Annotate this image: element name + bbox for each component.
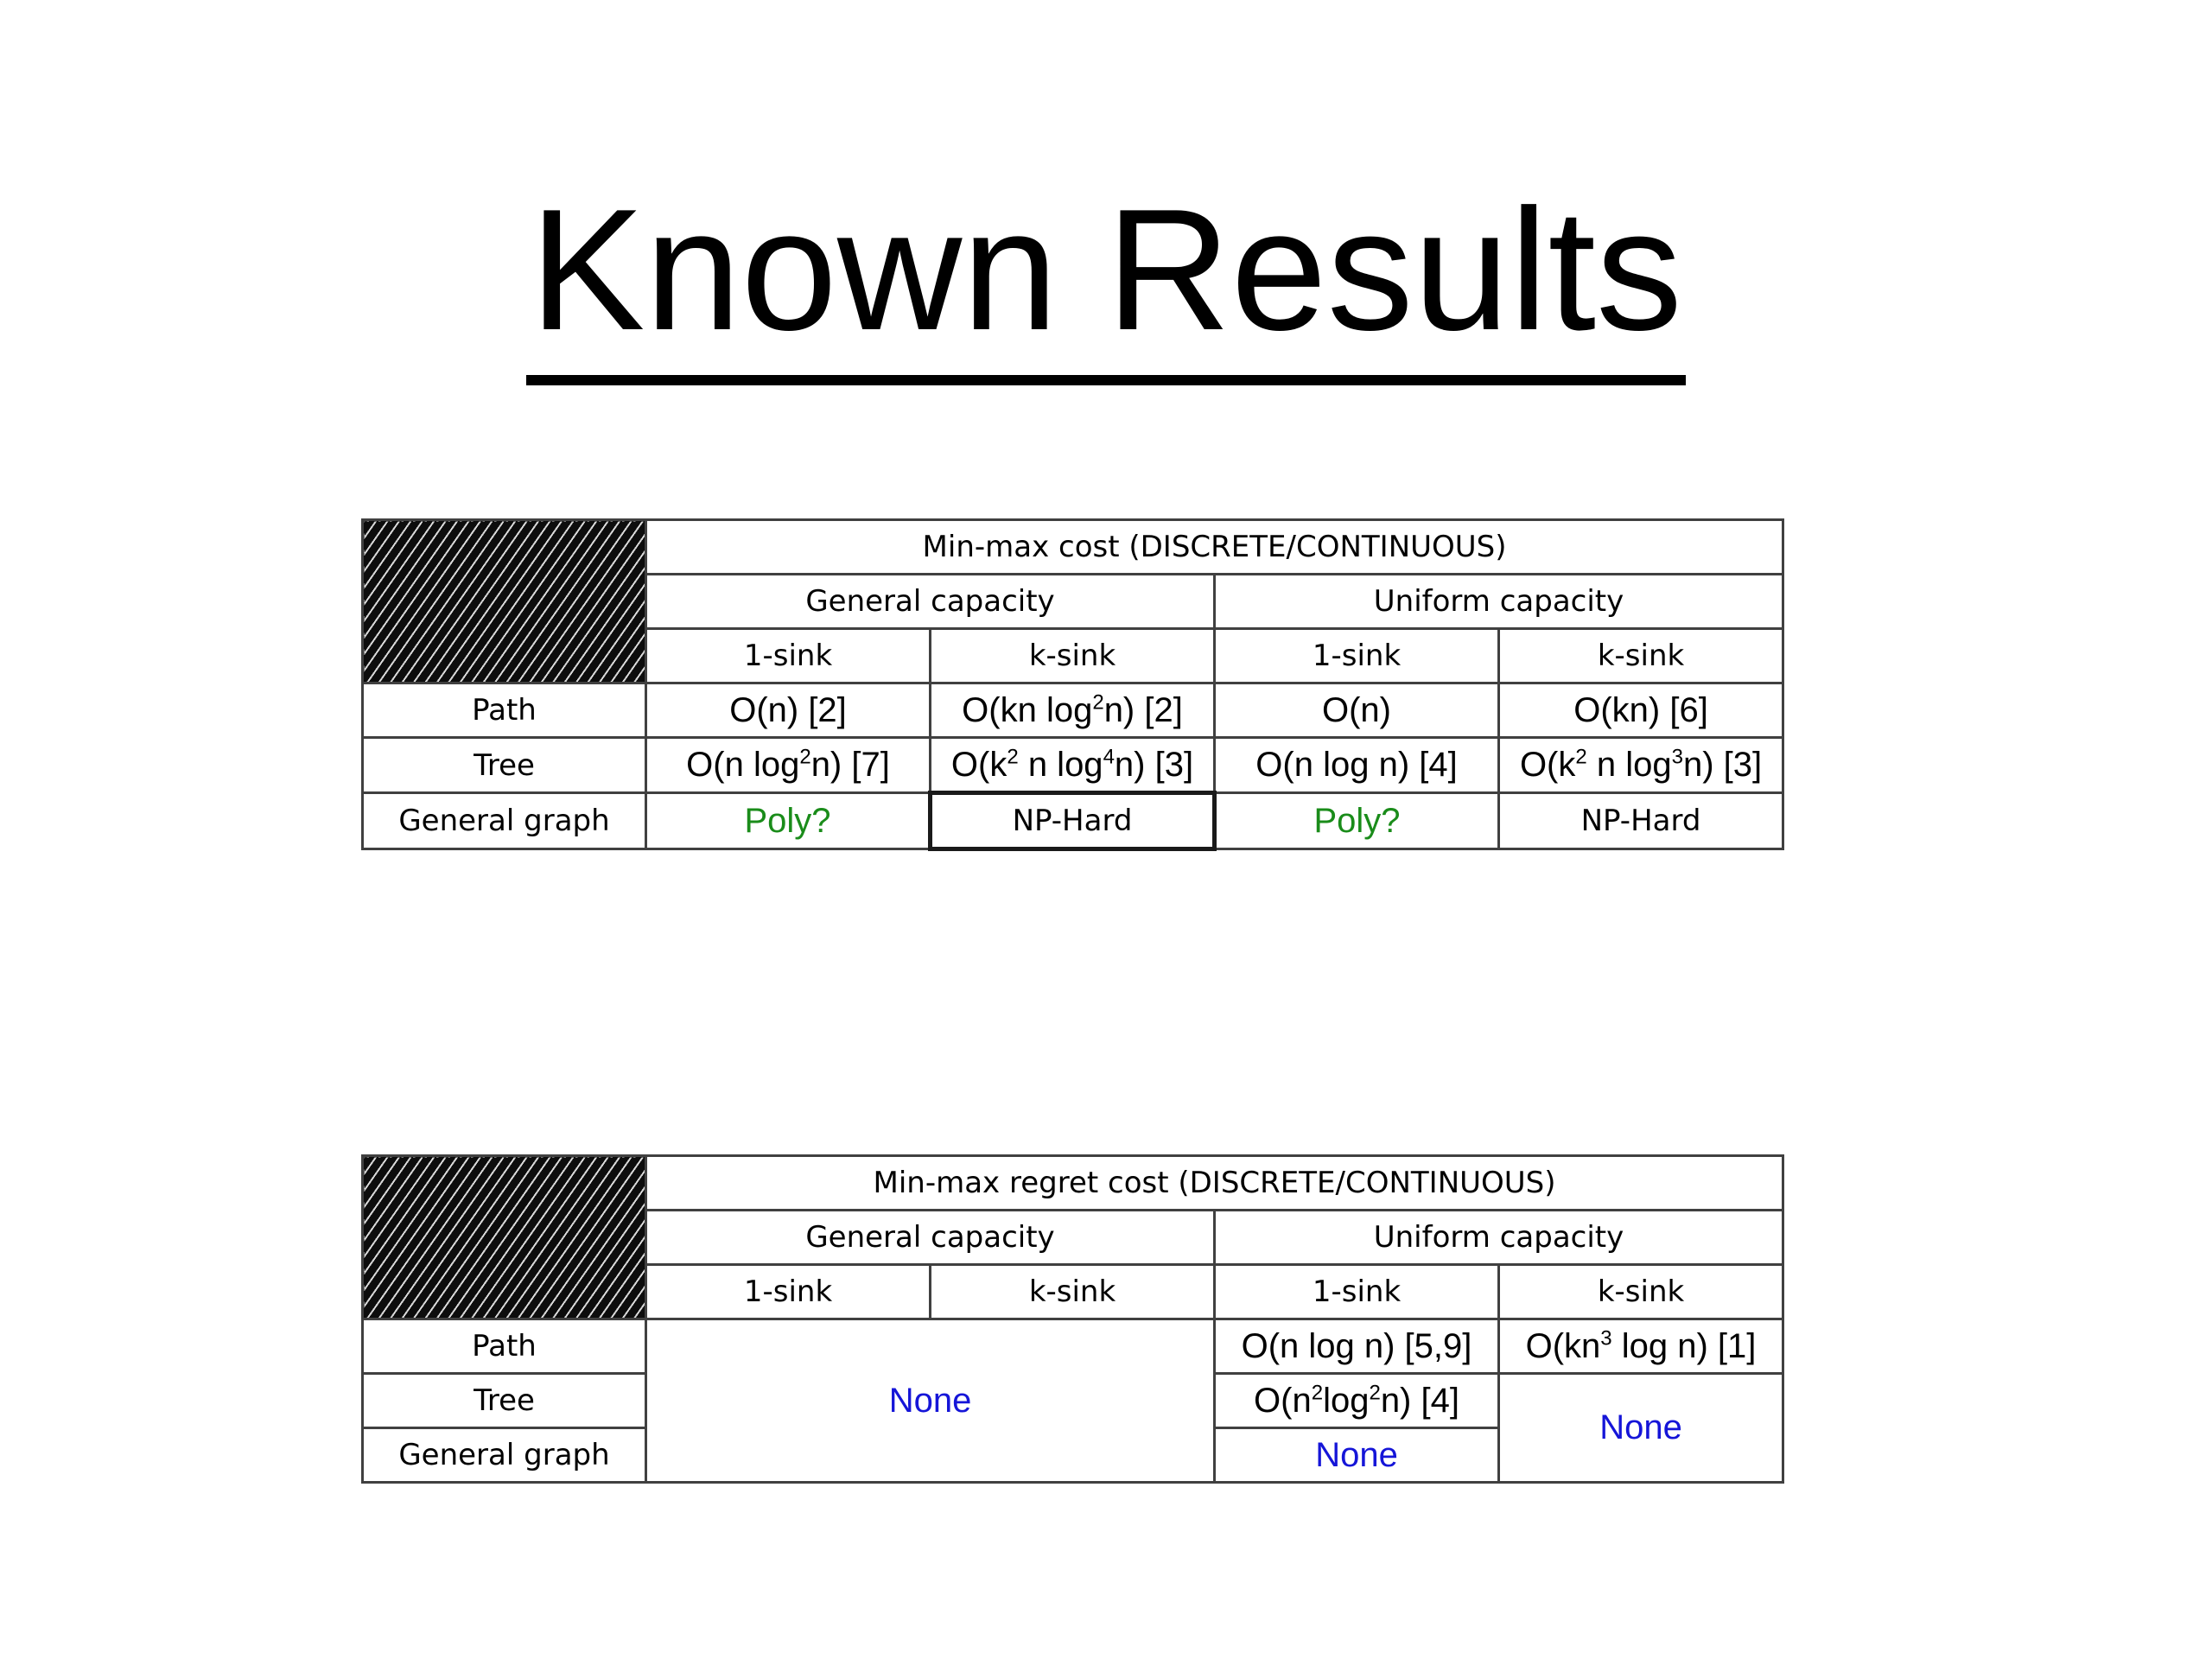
cell-text-part: n) [4] <box>1380 1381 1459 1420</box>
complexity-cell <box>1215 1374 1499 1428</box>
cell-text-part: O(k <box>1519 746 1576 784</box>
complexity-cell <box>1499 683 1783 738</box>
cell-exponent: 2 <box>799 745 811 769</box>
complexity-cell <box>1215 683 1499 738</box>
complexity-cell-np-hard <box>931 793 1215 849</box>
cell-text-part: O(n log n) [4] <box>1255 746 1458 784</box>
cell-exponent: 4 <box>1103 745 1115 769</box>
cell-text-part: O(kn <box>1525 1326 1601 1365</box>
slide-title <box>0 171 2212 385</box>
subheader-k-sink: k-sink <box>931 1265 1215 1319</box>
cell-text-part: O(n log <box>686 746 800 784</box>
table-header: Min-max cost (DISCRETE/CONTINUOUS) <box>646 520 1783 575</box>
cell-exponent: 2 <box>1092 690 1104 715</box>
slide-title-text: Known Results <box>526 171 1686 385</box>
cell-text-part: log n) [1] <box>1611 1326 1757 1365</box>
table-header: Min-max regret cost (DISCRETE/CONTINUOUS) <box>646 1156 1783 1211</box>
cell-text-part: O(kn) [6] <box>1573 690 1708 729</box>
group-header-uniform-capacity: Uniform capacity <box>1215 1211 1783 1265</box>
cell-text-part: O(n log n) [5,9] <box>1241 1326 1472 1365</box>
complexity-cell <box>1215 738 1499 793</box>
complexity-cell <box>646 738 931 793</box>
subheader-1-sink: 1-sink <box>646 629 931 683</box>
cell-text-part: n) [2] <box>1103 690 1183 729</box>
row-label-tree: Tree <box>363 738 646 793</box>
complexity-cell-poly <box>1215 793 1499 849</box>
cell-exponent: 3 <box>1671 745 1683 769</box>
cell-exponent: 2 <box>1007 745 1019 769</box>
group-header-general-capacity: General capacity <box>646 575 1215 629</box>
subheader-k-sink: k-sink <box>1499 1265 1783 1319</box>
row-label-tree: Tree <box>363 1374 646 1428</box>
subheader-1-sink: 1-sink <box>646 1265 931 1319</box>
hatched-corner-cell <box>363 1156 646 1319</box>
cell-text: Poly? <box>744 801 831 840</box>
cell-text: None <box>1315 1435 1398 1474</box>
subheader-k-sink: k-sink <box>931 629 1215 683</box>
cell-text: NP-Hard <box>1580 804 1701 838</box>
subheader-1-sink: 1-sink <box>1215 629 1499 683</box>
table-row <box>363 683 1783 738</box>
cell-text-part: O(n <box>1254 1381 1312 1420</box>
complexity-cell <box>1215 1319 1499 1374</box>
row-label-general-graph: General graph <box>363 793 646 849</box>
cell-exponent: 2 <box>1369 1381 1381 1405</box>
subheader-1-sink: 1-sink <box>1215 1265 1499 1319</box>
cell-text-part: O(n) [2] <box>729 690 847 729</box>
row-label-path: Path <box>363 683 646 738</box>
complexity-cell-none <box>1215 1428 1499 1483</box>
cell-exponent: 2 <box>1575 745 1587 769</box>
complexity-cell <box>931 683 1215 738</box>
cell-text-part: n log <box>1018 745 1103 784</box>
row-label-general-graph: General graph <box>363 1428 646 1483</box>
uniform-k-sink-none-cell: None <box>1499 1374 1783 1483</box>
complexity-cell <box>646 683 931 738</box>
cell-text-part: n log <box>1586 746 1672 784</box>
cell-text: NP-Hard <box>1012 804 1133 838</box>
subheader-k-sink: k-sink <box>1499 629 1783 683</box>
complexity-cell <box>1499 738 1783 793</box>
cell-text-part: O(n) <box>1322 690 1391 729</box>
cell-text-part: O(kn log <box>962 690 1093 729</box>
general-capacity-none-cell: None <box>646 1319 1215 1483</box>
complexity-cell-poly <box>646 793 931 849</box>
group-header-uniform-capacity: Uniform capacity <box>1215 575 1783 629</box>
row-label-path: Path <box>363 1319 646 1374</box>
table-row <box>363 793 1783 849</box>
cell-exponent: 3 <box>1600 1326 1612 1351</box>
cell-text-part: log <box>1323 1381 1370 1420</box>
complexity-cell <box>931 738 1215 793</box>
cell-text-part: O(k <box>950 745 1007 784</box>
cell-text-part: n) [7] <box>810 746 890 784</box>
min-max-cost-table <box>361 518 1784 851</box>
complexity-cell <box>1499 1319 1783 1374</box>
group-header-general-capacity: General capacity <box>646 1211 1215 1265</box>
cell-text-part: n) [3] <box>1114 745 1194 784</box>
hatched-corner-cell <box>363 520 646 683</box>
cell-exponent: 2 <box>1311 1381 1324 1405</box>
table-row <box>363 738 1783 793</box>
cell-text-part: n) [3] <box>1682 746 1763 784</box>
table-row <box>363 1319 1783 1374</box>
cell-text: Poly? <box>1313 801 1401 840</box>
complexity-cell-np-hard <box>1499 793 1783 849</box>
min-max-regret-cost-table <box>361 1154 1784 1484</box>
